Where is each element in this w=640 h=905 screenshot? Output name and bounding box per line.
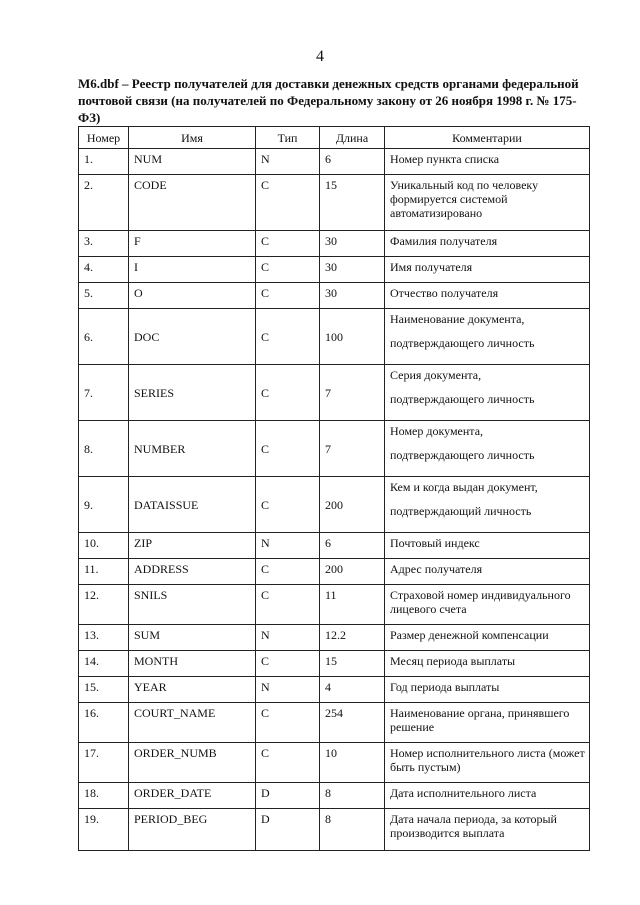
field-name: O <box>129 283 256 309</box>
field-length: 200 <box>320 477 385 533</box>
field-length: 8 <box>320 809 385 851</box>
field-length: 4 <box>320 677 385 703</box>
row-number: 6. <box>79 309 129 365</box>
field-length: 100 <box>320 309 385 365</box>
field-length: 30 <box>320 283 385 309</box>
field-type: C <box>256 477 320 533</box>
comment-line-2: подтверждающего личность <box>390 448 535 462</box>
row-number: 1. <box>79 149 129 175</box>
comment-line-2: подтверждающего личность <box>390 392 535 406</box>
row-number: 18. <box>79 783 129 809</box>
header-name: Имя <box>129 127 256 149</box>
field-length: 15 <box>320 651 385 677</box>
field-type: C <box>256 743 320 783</box>
field-name: I <box>129 257 256 283</box>
field-length: 7 <box>320 365 385 421</box>
table-row <box>79 809 590 851</box>
comment-line: Фамилия получателя <box>390 234 498 248</box>
field-type: C <box>256 703 320 743</box>
comment-line: Месяц периода выплаты <box>390 654 516 668</box>
table-body <box>79 149 590 851</box>
row-number: 10. <box>79 533 129 559</box>
header-number: Номер <box>79 127 129 149</box>
row-number: 8. <box>79 421 129 477</box>
field-length: 7 <box>320 421 385 477</box>
field-type: C <box>256 257 320 283</box>
field-length: 12.2 <box>320 625 385 651</box>
field-length: 6 <box>320 533 385 559</box>
row-number: 14. <box>79 651 129 677</box>
field-name: DATAISSUE <box>129 477 256 533</box>
comment-line: Дата исполнительного листа <box>390 786 537 800</box>
field-length: 8 <box>320 783 385 809</box>
comment-line: Год периода выплаты <box>390 680 500 694</box>
field-type: C <box>256 309 320 365</box>
field-name: PERIOD_BEG <box>129 809 256 851</box>
field-comment <box>385 743 590 783</box>
comment-line-2: подтверждающего личность <box>390 336 535 350</box>
comment-line: Наименование документа, <box>390 312 525 326</box>
header-comments: Комментарии <box>385 127 590 149</box>
row-number: 12. <box>79 585 129 625</box>
field-type: C <box>256 365 320 421</box>
field-name: SNILS <box>129 585 256 625</box>
comment-line: Размер денежной компенсации <box>390 628 549 642</box>
table-row <box>79 365 590 421</box>
field-comment <box>385 257 590 283</box>
field-type: N <box>256 677 320 703</box>
row-number: 7. <box>79 365 129 421</box>
field-length: 11 <box>320 585 385 625</box>
field-type: N <box>256 625 320 651</box>
field-comment <box>385 421 590 477</box>
table-row <box>79 703 590 743</box>
field-name: ADDRESS <box>129 559 256 585</box>
registry-table <box>78 126 590 851</box>
field-length: 200 <box>320 559 385 585</box>
field-comment <box>385 783 590 809</box>
row-number: 2. <box>79 175 129 231</box>
table-row <box>79 309 590 365</box>
field-type: D <box>256 809 320 851</box>
row-number: 3. <box>79 231 129 257</box>
field-name: YEAR <box>129 677 256 703</box>
field-comment <box>385 559 590 585</box>
field-length: 15 <box>320 175 385 231</box>
table-header-row <box>79 127 590 149</box>
field-name: MONTH <box>129 651 256 677</box>
row-number: 5. <box>79 283 129 309</box>
table-row <box>79 257 590 283</box>
field-type: C <box>256 585 320 625</box>
field-comment <box>385 175 590 231</box>
comment-line: Отчество получателя <box>390 286 499 300</box>
document-title: M6.dbf – Реестр получателей для доставки денежных средств органами федеральной почтовой связи (на получателей по Федеральному закону от 26 ноября 1998 г. № 175-ФЗ) <box>78 76 579 125</box>
field-comment <box>385 703 590 743</box>
comment-line: Адрес получателя <box>390 562 483 576</box>
field-comment <box>385 149 590 175</box>
field-comment <box>385 677 590 703</box>
row-number: 19. <box>79 809 129 851</box>
row-number: 16. <box>79 703 129 743</box>
field-name: ZIP <box>129 533 256 559</box>
header-length: Длина <box>320 127 385 149</box>
table-row <box>79 743 590 783</box>
row-number: 11. <box>79 559 129 585</box>
comment-line: Дата начала периода, за который производится выплата <box>390 812 557 840</box>
comment-line: Почтовый индекс <box>390 536 480 550</box>
field-type: N <box>256 533 320 559</box>
comment-line-2: подтверждающий личность <box>390 504 532 518</box>
table-row <box>79 783 590 809</box>
field-length: 6 <box>320 149 385 175</box>
comment-line: Имя получателя <box>390 260 473 274</box>
field-name: F <box>129 231 256 257</box>
field-comment <box>385 231 590 257</box>
field-comment <box>385 585 590 625</box>
table-row <box>79 175 590 231</box>
field-comment <box>385 809 590 851</box>
field-name: NUMBER <box>129 421 256 477</box>
row-number: 13. <box>79 625 129 651</box>
table-row <box>79 477 590 533</box>
field-comment <box>385 533 590 559</box>
field-name: CODE <box>129 175 256 231</box>
table-row <box>79 677 590 703</box>
header-type: Тип <box>256 127 320 149</box>
table-row <box>79 585 590 625</box>
field-length: 254 <box>320 703 385 743</box>
field-type: C <box>256 559 320 585</box>
field-type: D <box>256 783 320 809</box>
field-comment <box>385 477 590 533</box>
row-number: 15. <box>79 677 129 703</box>
field-length: 30 <box>320 257 385 283</box>
field-name: SUM <box>129 625 256 651</box>
field-name: ORDER_NUMB <box>129 743 256 783</box>
comment-line: Наименование органа, принявшего решение <box>390 706 570 734</box>
field-type: N <box>256 149 320 175</box>
field-type: C <box>256 231 320 257</box>
field-comment <box>385 365 590 421</box>
table-row <box>79 231 590 257</box>
field-comment <box>385 625 590 651</box>
field-length: 10 <box>320 743 385 783</box>
field-name: DOC <box>129 309 256 365</box>
table-row <box>79 149 590 175</box>
table-row <box>79 625 590 651</box>
field-type: C <box>256 175 320 231</box>
comment-line: Кем и когда выдан документ, <box>390 480 538 494</box>
comment-line: Страховой номер индивидуального лицевого счета <box>390 588 571 616</box>
comment-line: Номер документа, <box>390 424 484 438</box>
comment-line: Серия документа, <box>390 368 482 382</box>
comment-line: Уникальный код по человеку формируется системой автоматизировано <box>390 178 539 220</box>
field-type: C <box>256 283 320 309</box>
table-row <box>79 421 590 477</box>
field-type: C <box>256 651 320 677</box>
row-number: 4. <box>79 257 129 283</box>
field-name: SERIES <box>129 365 256 421</box>
table-row <box>79 283 590 309</box>
field-comment <box>385 651 590 677</box>
comment-line: Номер пункта списка <box>390 152 500 166</box>
field-length: 30 <box>320 231 385 257</box>
field-name: NUM <box>129 149 256 175</box>
field-comment <box>385 283 590 309</box>
table-row <box>79 559 590 585</box>
field-comment <box>385 309 590 365</box>
field-name: COURT_NAME <box>129 703 256 743</box>
table-row <box>79 533 590 559</box>
comment-line: Номер исполнительного листа (может быть пустым) <box>390 746 585 774</box>
row-number: 9. <box>79 477 129 533</box>
field-type: C <box>256 421 320 477</box>
table-row <box>79 651 590 677</box>
field-name: ORDER_DATE <box>129 783 256 809</box>
row-number: 17. <box>79 743 129 783</box>
page-number: 4 <box>316 48 324 65</box>
